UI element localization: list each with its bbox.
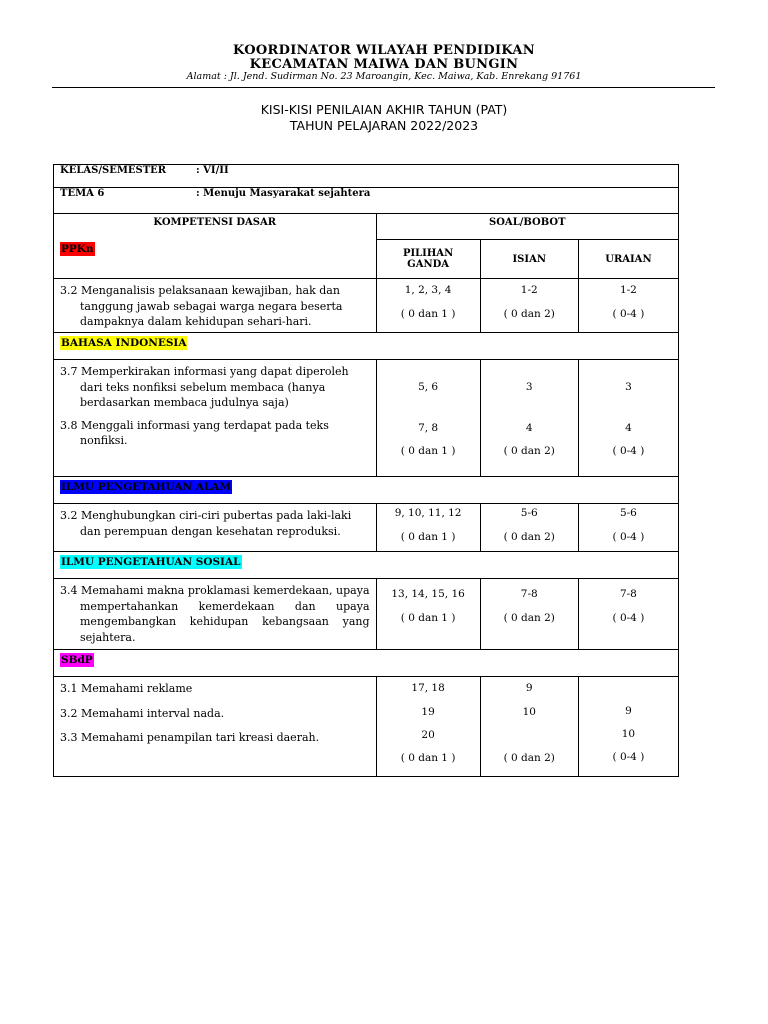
tema-label: TEMA 6: [60, 188, 105, 199]
pg-numbers: 7, 8: [418, 422, 439, 434]
pg-bobot: ( 0 dan 1 ): [400, 531, 456, 543]
uraian-numbers: 7-8: [619, 588, 637, 600]
header-pg-line2: GANDA: [407, 259, 450, 270]
uraian-bobot: ( 0-4 ): [612, 531, 645, 543]
isian-numbers: 3: [525, 381, 533, 393]
org-address: Alamat : Jl. Jend. Sudirman No. 23 Maroangin, Kec. Maiwa, Kab. Enrekang 91761: [186, 71, 582, 82]
row-sbdp: [54, 677, 679, 777]
pg-cell: [376, 504, 480, 552]
uraian-numbers: 4: [625, 422, 632, 434]
uraian-numbers: 10: [621, 728, 636, 740]
kd-item: 3.2 Menghubungkan ciri-ciri pubertas pada laki-laki dan perempuan dengan kesehatan reproduksi.: [60, 509, 352, 538]
uraian-numbers: 1-2: [619, 284, 637, 296]
column-header-row: [54, 214, 679, 240]
header-soal-bobot: SOAL/BOBOT: [376, 214, 678, 240]
section-label-bi: BAHASA INDONESIA: [61, 337, 187, 349]
row-ppkn: [54, 279, 679, 333]
kelas-label: KELAS/SEMESTER: [60, 165, 167, 176]
header-kd-label: KOMPETENSI DASAR: [153, 217, 277, 228]
kd-item: 3.7 Memperkirakan informasi yang dapat diperoleh dari teks nonfiksi sebelum membaca (hanya berdasarkan membaca judulnya saja): [60, 365, 349, 409]
isian-bobot: ( 0 dan 2): [503, 752, 555, 764]
pg-numbers: 13, 14, 15, 16: [391, 588, 465, 600]
pg-numbers: 1, 2, 3, 4: [404, 284, 452, 296]
uraian-bobot: ( 0-4 ): [612, 751, 645, 763]
row-ipa: [54, 504, 679, 552]
pg-bobot: ( 0 dan 1 ): [400, 445, 456, 457]
isian-numbers: 1-2: [520, 284, 538, 296]
kd-cell: [54, 279, 377, 333]
isian-cell: [480, 579, 578, 650]
kd-item: 3.4 Memahami makna proklamasi kemerdekaan, upaya mempertahankan kemerdekaan dan upaya mengembangkan kehidupan kebangsaan yang sejahtera.: [60, 584, 370, 644]
pg-bobot: ( 0 dan 1 ): [400, 612, 456, 624]
section-label-sbdp: SBdP: [61, 654, 93, 666]
section-row-ipa: [54, 477, 679, 504]
kelas-value: : VI/II: [196, 165, 229, 176]
info-row-kelas: [54, 165, 679, 188]
section-label-ppkn: PPKn: [61, 243, 94, 255]
isian-cell: [480, 504, 578, 552]
kd-item: 3.8 Menggali informasi yang terdapat pada teks nonfiksi.: [60, 418, 329, 447]
kd-item: 3.1 Memahami reklame: [60, 682, 193, 695]
pg-bobot: ( 0 dan 1 ): [400, 308, 456, 320]
uraian-numbers: 9: [625, 705, 632, 717]
kd-cell: [54, 677, 377, 777]
isian-cell: [480, 360, 578, 477]
uraian-cell: [578, 360, 678, 477]
kd-item: 3.2 Menganalisis pelaksanaan kewajiban, hak dan tanggung jawab sebagai warga negara beserta dampaknya dalam kehidupan sehari-hari.: [60, 284, 343, 328]
row-bi: [54, 360, 679, 477]
section-label-ipa: ILMU PENGETAHUAN ALAM: [61, 481, 232, 493]
uraian-bobot: ( 0-4 ): [612, 612, 645, 624]
isian-numbers: 9: [525, 682, 533, 694]
pg-numbers: 5, 6: [418, 381, 439, 393]
org-title-line2: KECAMATAN MAIWA DAN BUNGIN: [249, 57, 519, 72]
header-kompetensi-dasar: [54, 214, 377, 279]
org-title-line1: KOORDINATOR WILAYAH PENDIDIKAN: [233, 43, 535, 58]
section-row-sbdp: [54, 650, 679, 677]
kd-cell: [54, 360, 377, 477]
uraian-cell: [578, 579, 678, 650]
pg-cell: [376, 677, 480, 777]
kd-item: 3.2 Memahami interval nada.: [60, 706, 225, 720]
header-pilihan-ganda: [376, 240, 480, 279]
isian-bobot: ( 0 dan 2): [503, 612, 555, 624]
kd-item: 3.3 Memahami penampilan tari kreasi daerah.: [60, 731, 320, 744]
isian-bobot: ( 0 dan 2): [503, 308, 555, 320]
isian-cell: [480, 677, 578, 777]
pg-numbers: 9, 10, 11, 12: [394, 507, 462, 519]
document-title: KISI-KISI PENILAIAN AKHIR TAHUN (PAT): [260, 102, 508, 117]
isian-bobot: ( 0 dan 2): [503, 531, 555, 543]
isian-cell: [480, 279, 578, 333]
pg-cell: [376, 360, 480, 477]
kd-cell: [54, 579, 377, 650]
info-row-tema: [54, 188, 679, 214]
tema-value: : Menuju Masyarakat sejahtera: [196, 188, 371, 199]
uraian-numbers: 5-6: [619, 507, 637, 519]
uraian-bobot: ( 0-4 ): [612, 308, 645, 320]
kd-cell: [54, 504, 377, 552]
header-pg-line1: PILIHAN: [402, 248, 454, 259]
isian-numbers: 5-6: [520, 507, 538, 519]
pg-numbers: 19: [421, 706, 435, 718]
pg-numbers: 17, 18: [411, 682, 445, 694]
uraian-bobot: ( 0-4 ): [612, 445, 645, 457]
pg-cell: [376, 279, 480, 333]
uraian-numbers: 3: [625, 381, 632, 393]
section-row-bi: [54, 333, 679, 360]
section-label-ips: ILMU PENGETAHUAN SOSIAL: [61, 556, 241, 568]
document-subtitle: TAHUN PELAJARAN 2022/2023: [289, 118, 479, 133]
pg-cell: [376, 579, 480, 650]
uraian-cell: [578, 677, 678, 777]
uraian-cell: [578, 279, 678, 333]
pg-numbers: 20: [421, 729, 435, 741]
kisi-kisi-table: [53, 164, 679, 777]
isian-numbers: 7-8: [520, 588, 538, 600]
row-ips: [54, 579, 679, 650]
isian-bobot: ( 0 dan 2): [503, 445, 555, 457]
header-uraian: URAIAN: [578, 240, 678, 279]
pg-bobot: ( 0 dan 1 ): [400, 752, 456, 764]
section-row-ips: [54, 552, 679, 579]
isian-numbers: 10: [522, 706, 536, 718]
isian-numbers: 4: [525, 422, 533, 434]
header-divider: [52, 87, 715, 88]
header-isian: ISIAN: [480, 240, 578, 279]
uraian-cell: [578, 504, 678, 552]
